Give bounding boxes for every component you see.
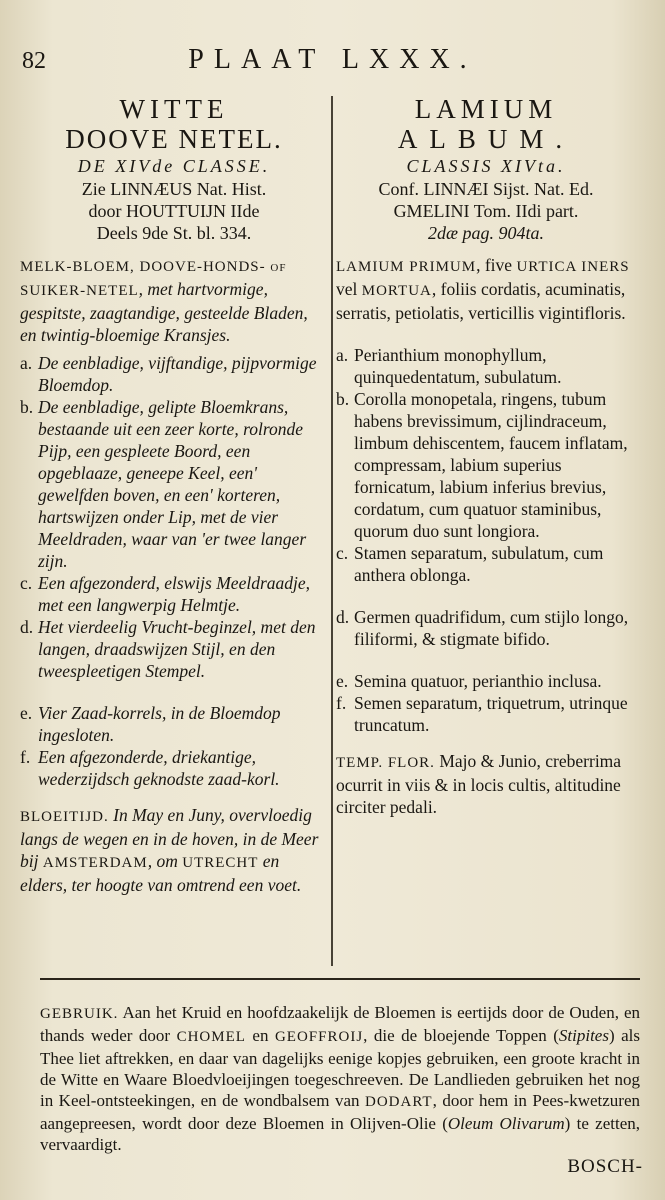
dutch-column bbox=[20, 94, 328, 896]
page-number: 82 bbox=[22, 48, 46, 74]
latin-ref-line: GMELINI Tom. IIdi part. bbox=[393, 201, 579, 221]
dutch-title-line2: DOOVE NETEL. bbox=[65, 124, 283, 154]
dutch-item: f. Een afgezonderde, driekantige, wederzijdsch geknodste zaad-korl. bbox=[20, 747, 280, 789]
dutch-item: d. Het vierdeelig Vrucht-beginzel, met den langen, draadswijzen Stijl, en den tweespleetigen Stempel. bbox=[20, 617, 316, 681]
latin-title-line2: ALBUM. bbox=[397, 124, 575, 154]
latin-item: c. Stamen separatum, subulatum, cum anthera oblonga. bbox=[336, 543, 604, 585]
dutch-common-names: MELK-BLOEM, DOOVE-HONDS- of SUIKER-NETEL bbox=[20, 259, 287, 299]
latin-ref-line: 2dæ pag. 904ta. bbox=[427, 223, 544, 243]
latin-temp-flor: TEMP. FLOR. Majo & Junio, creberrima ocurrit in viis & in locis cultis, altitudine circiter pedali. bbox=[336, 751, 622, 817]
latin-item: b. Corolla monopetala, ringens, tubum habens brevissimum, cijlindraceum, limbum dehiscentem, faucem inflatam, compressam, labium superius fornicatum, labium inferius brevius, cordatum, cum quatuor staminibus, quorum duo sunt longiora. bbox=[336, 389, 628, 541]
latin-item: a. Perianthium monophyllum, quinquedentatum, subulatum. bbox=[336, 345, 562, 387]
latin-classis: CLASSIS XIVta. bbox=[406, 156, 566, 176]
column-divider bbox=[331, 96, 333, 966]
latin-title-line1: LAMIUM bbox=[414, 94, 558, 124]
latin-ref-line: Conf. LINNÆI Sijst. Nat. Ed. bbox=[378, 179, 594, 199]
latin-column bbox=[336, 94, 636, 818]
horizontal-rule bbox=[40, 978, 640, 980]
dutch-item: e. Vier Zaad-korrels, in de Bloemdop ingesloten. bbox=[20, 703, 281, 745]
dutch-ref-line: Zie LINNÆUS Nat. Hist. bbox=[81, 179, 267, 199]
dutch-title-line1: WITTE bbox=[119, 94, 229, 124]
dutch-intro: MELK-BLOEM, DOOVE-HONDS- of SUIKER-NETEL, met hartvormige, gespitste, zaagtandige, gesteelde Bladen, en twintig-bloemige Kransjes. bbox=[20, 259, 308, 345]
dutch-classe: DE XIVde CLASSE. bbox=[77, 156, 271, 176]
catchword: BOSCH- bbox=[567, 1156, 643, 1177]
gebruik-paragraph: GEBRUIK. Aan het Kruid en hoofdzaakelijk de Bloemen is eertijds door de Ouden, en thands weder door CHOMEL en GEOFFROIJ, die de bloejende Toppen (Stipites) als Thee liet aftrekken, en daar van dagelijks eenige kopjes gebruiken, een groote kracht in de Witte en Waare Bloedvloeijingen toegeschreeven. De Landlieden gebruiken het nog in Keel-ontsteekingen, en de wondbalsem van DODART, door hem in Pees-kwetzuren aangepreesen, wordt door deze Bloemen in Olijven-Olie (Oleum Olivarum) te zetten, vervaardigt. bbox=[40, 1003, 641, 1154]
latin-item: e. Semina quatuor, perianthio inclusa. bbox=[336, 671, 602, 691]
latin-item: f. Semen separatum, triquetrum, utrinque truncatum. bbox=[336, 693, 628, 735]
dutch-bloeitijd: BLOEITIJD. In May en Juny, overvloedig langs de wegen en in de hoven, in de Meer bij AMSTERDAM, om UTRECHT en elders, ter hoogte van omtrend een voet. bbox=[20, 805, 319, 895]
dutch-item: c. Een afgezonderd, elswijs Meeldraadje, met een langwerpig Helmtje. bbox=[20, 573, 311, 615]
plate-title: PLAAT LXXX. bbox=[188, 44, 477, 75]
latin-intro: LAMIUM PRIMUM, five URTICA INERS vel MORTUA, foliis cordatis, acuminatis, serratis, petiolatis, verticillis vigintifloris. bbox=[336, 255, 630, 323]
dutch-ref-line: Deels 9de St. bl. 334. bbox=[96, 223, 252, 243]
dutch-item: b. De eenbladige, gelipte Bloemkrans, bestaande uit een zeer korte, rolronde Pijp, een gespleete Boord, een opgeblaaze, geneepe Keel, een' gewelfden boven, en een' korteren, hartswijzen onder Lip, met de vier Meeldraden, waar van 'er twee langer zijn. bbox=[20, 397, 307, 571]
dutch-ref-line: door HOUTTUIJN IIde bbox=[88, 201, 260, 221]
latin-item: d. Germen quadrifidum, cum stijlo longo, filiformi, & stigmate bifido. bbox=[336, 607, 629, 649]
dutch-item: a. De eenbladige, vijftandige, pijpvormige Bloemdop. bbox=[20, 353, 317, 395]
